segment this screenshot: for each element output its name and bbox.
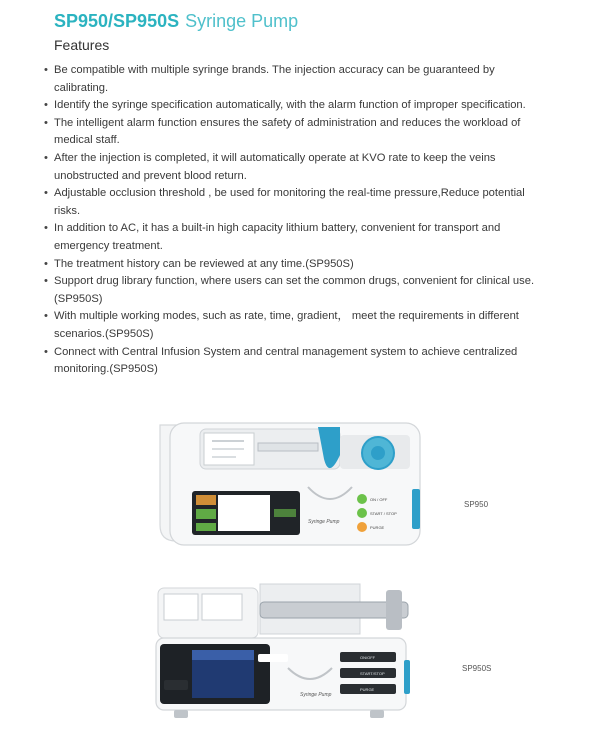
feature-item: • Support drug library function, where users can set the common drugs, convenient for clinical use.(SP950S) [46, 273, 540, 308]
feature-item: • Identify the syringe specification automatically, with the alarm function of improper specification. [46, 97, 540, 115]
feature-item: • In addition to AC, it has a built-in high capacity lithium battery, convenient for transport and emergency treatment. [46, 220, 540, 255]
button-label: START / STOP [370, 511, 397, 516]
feature-item: • Be compatible with multiple syringe brands. The injection accuracy can be guaranteed by calibrating. [46, 62, 540, 97]
button-label: PURGE [360, 687, 375, 692]
feature-item: • The treatment history can be reviewed at any time.(SP950S) [46, 256, 540, 274]
button-label: ON / OFF [370, 497, 388, 502]
brand-text: Syringe Pump [308, 519, 340, 525]
model-name: SP950/SP950S [54, 11, 180, 31]
page-title [54, 10, 298, 32]
button-label: PURGE [370, 525, 385, 530]
button-label: ON/OFF [360, 655, 376, 660]
button-label: START/STOP [360, 671, 385, 676]
brand-text: Syringe Pump [300, 692, 332, 698]
feature-item: • Connect with Central Infusion System and central management system to achieve centralized monitoring.(SP950S) [46, 344, 540, 379]
sp950s-pump-image [150, 580, 420, 720]
feature-list [46, 62, 540, 379]
product-name: Syringe Pump [185, 11, 299, 31]
feature-item: • The intelligent alarm function ensures the safety of administration and reduces the workload of medical staff. [46, 115, 540, 150]
section-heading: Features [54, 37, 110, 53]
sp950-caption: SP950 [464, 500, 489, 509]
feature-item: • With multiple working modes, such as rate, time, gradient， meet the requirements in different scenarios.(SP950S) [46, 308, 540, 343]
feature-item: • After the injection is completed, it will automatically operate at KVO rate to keep the veins unobstructed and prevent blood return. [46, 150, 540, 185]
sp950s-caption: SP950S [462, 664, 492, 673]
feature-item: • Adjustable occlusion threshold , be used for monitoring the real-time pressure,Reduce potential risks. [46, 185, 540, 220]
sp950-pump-image [140, 415, 430, 555]
